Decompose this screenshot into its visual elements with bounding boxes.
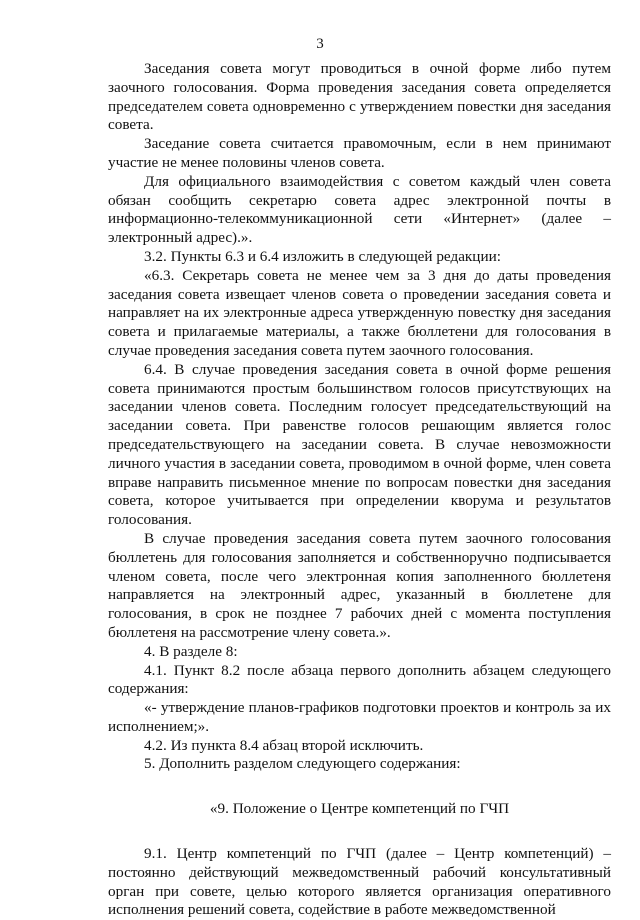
paragraph: 3.2. Пункты 6.3 и 6.4 изложить в следующей редакции: bbox=[144, 247, 501, 265]
paragraph: «6.3. Секретарь совета не менее чем за 3 дня до даты проведения заседания совета извещает членов совета о проведении заседания совета и направляет на их электронные адреса утвержденную повестку дня заседания совета и прилагаемые материалы, а также бюллетени для голосования в случае проведения заседания совета путем заочного голосования. bbox=[108, 266, 611, 359]
paragraph: 9.1. Центр компетенций по ГЧП (далее – Центр компетенций) – постоянно действующий межведомственный рабочий консультативный орган при совете, целью которого является организация оперативного исполнения решений совета, содействие в работе межведомственной bbox=[108, 845, 611, 919]
paragraph: 4.1. Пункт 8.2 после абзаца первого дополнить абзацем следующего содержания: bbox=[108, 661, 611, 698]
document-body bbox=[108, 60, 611, 920]
paragraph: 4.2. Из пункта 8.4 абзац второй исключить. bbox=[144, 736, 424, 754]
paragraph: «- утверждение планов-графиков подготовки проектов и контроль за их исполнением;». bbox=[108, 699, 611, 735]
paragraph: 4. В разделе 8: bbox=[144, 642, 238, 660]
paragraph: Для официального взаимодействия с советом каждый член совета обязан сообщить секретарю совета адрес электронной почты в информационно-телекоммуникационной сети «Интернет» (далее – электронный адрес).». bbox=[108, 172, 611, 247]
paragraph: 6.4. В случае проведения заседания совета в очной форме решения совета принимаются простым большинством голосов присутствующих на заседании членов совета. Последним голосует председательствующий на заседании совета. При равенстве голосов решающим является голос председательствующего на заседании совета. В случае невозможности личного участия в заседании совета, проводимом в очной форме, член совета вправе направить письменное мнение по вопросам повестки дня заседания совета, которое учитывается при определении кворума и результатов голосования. bbox=[108, 360, 611, 529]
paragraph: Заседания совета могут проводиться в очной форме либо путем заочного голосования. Форма проведения заседания совета определяется председателем совета одновременно с утверждением повестки дня заседания совета. bbox=[108, 60, 611, 134]
paragraph: 5. Дополнить разделом следующего содержания: bbox=[144, 755, 461, 773]
page-number: 3 bbox=[316, 36, 324, 52]
section-heading: «9. Положение о Центре компетенций по ГЧП bbox=[209, 800, 510, 818]
paragraph: В случае проведения заседания совета путем заочного голосования бюллетень для голосования заполняется и собственноручно подписывается членом совета, после чего электронная копия заполненного бюллетеня направляется на электронный адрес, указанный в бюллетене для голосования, в срок не позднее 7 рабочих дней с момента поступления бюллетеня на рассмотрение члену совета.». bbox=[108, 529, 611, 641]
paragraph: Заседание совета считается правомочным, если в нем принимают участие не менее половины членов совета. bbox=[108, 135, 611, 171]
